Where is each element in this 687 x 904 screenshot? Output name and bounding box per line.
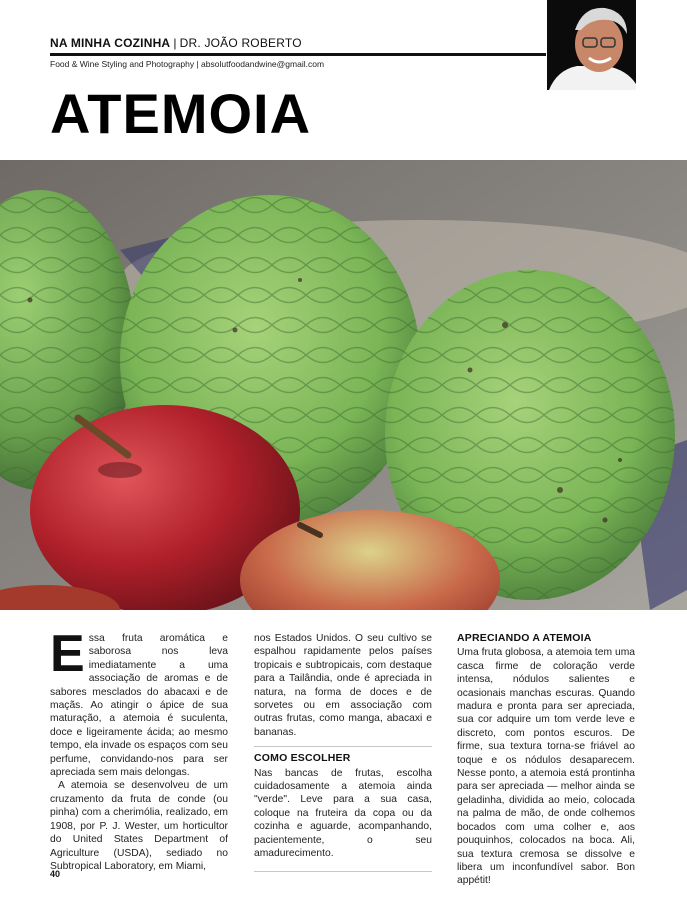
intro-paragraph: ssa fruta aromática e saborosa nos leva imediatamente a uma associação de aromas e de sabores mesclados do abacaxi e de maçãs. Ao atingir o ápice de sua maturação, a atemoia é suculenta, doce e ligeiramente ácida; ao mesmo tempo, ela invade os espaços com seu perfume, convidando-nos para ser apreciada sem mais delongas. [50,633,229,779]
author-portrait [547,0,636,90]
separator: | [173,36,177,50]
enjoying-paragraph: Uma fruta globosa, a atemoia tem uma casca firme de coloração verde intensa, nódulos salientes e ocasionais manchas escuras. Quando madura e pronta para ser apreciada, sua cor adquire um tom verde leve e discreto, com pontos escuros. De firme, sua textura torna-se friável ao toque e os nódulos desaparecem. Nesse ponto, a atemoia está prontinha para ser apreciada — melhor ainda se geladinha, dividida ao meio, colocada na palma de mão, de onde colhemos bocados com uma colher e, aos pouquinhos, colocados na boca. Ali, sua textura cremosa se dissolve e libera um inconfundível sabor. Bon appétit! [457,647,635,887]
subhead-apreciando: APRECIANDO A ATEMOIA [457,632,592,644]
masthead [50,36,546,69]
headline: ATEMOIA [50,82,312,145]
subhead-como-escolher: COMO ESCOLHER [254,752,351,765]
cultivation-paragraph: nos Estados Unidos. O seu cultivo se espalhou rapidamente pelos países tropicais e subtropicais, com destaque para a Tailândia, onde é apreciada in natura, na forma de doces e de sorvetes ou em associação com outras frutas, como manga, abacaxi e bananas. [254,633,432,738]
history-paragraph: A atemoia se desenvolveu de um cruzamento da fruta de conde (ou pinha) com a cherimólia, realizado, em 1908, por P. J. Wester, um horticultor do United States Department of Agriculture (USDA), sediado no Subtropical Laboratory, em Miami, [50,780,228,872]
column-title: NA MINHA COZINHA [50,36,171,50]
credit-line: Food & Wine Styling and Photography | absolutfoodandwine@gmail.com [50,59,325,69]
author-name: DR. JOÃO ROBERTO [179,36,302,50]
article-column-2 [254,632,432,872]
header-rule [50,53,546,56]
drop-cap: E [50,625,85,683]
section-divider [254,746,432,747]
column-end-divider [254,871,432,872]
choosing-paragraph: Nas bancas de frutas, escolha cuidadosamente a atemoia ainda "verde". Leve para a sua casa, coloque na fruteira da copa ou da cozinha e aguarde, acompanhando, pacientemente, o seu amadurecimento. [254,767,432,860]
hero-photo [0,160,687,610]
page-number: 40 [50,869,61,879]
article-column-1 [50,625,229,873]
column-title-line [50,36,546,50]
article-column-3 [457,632,635,888]
